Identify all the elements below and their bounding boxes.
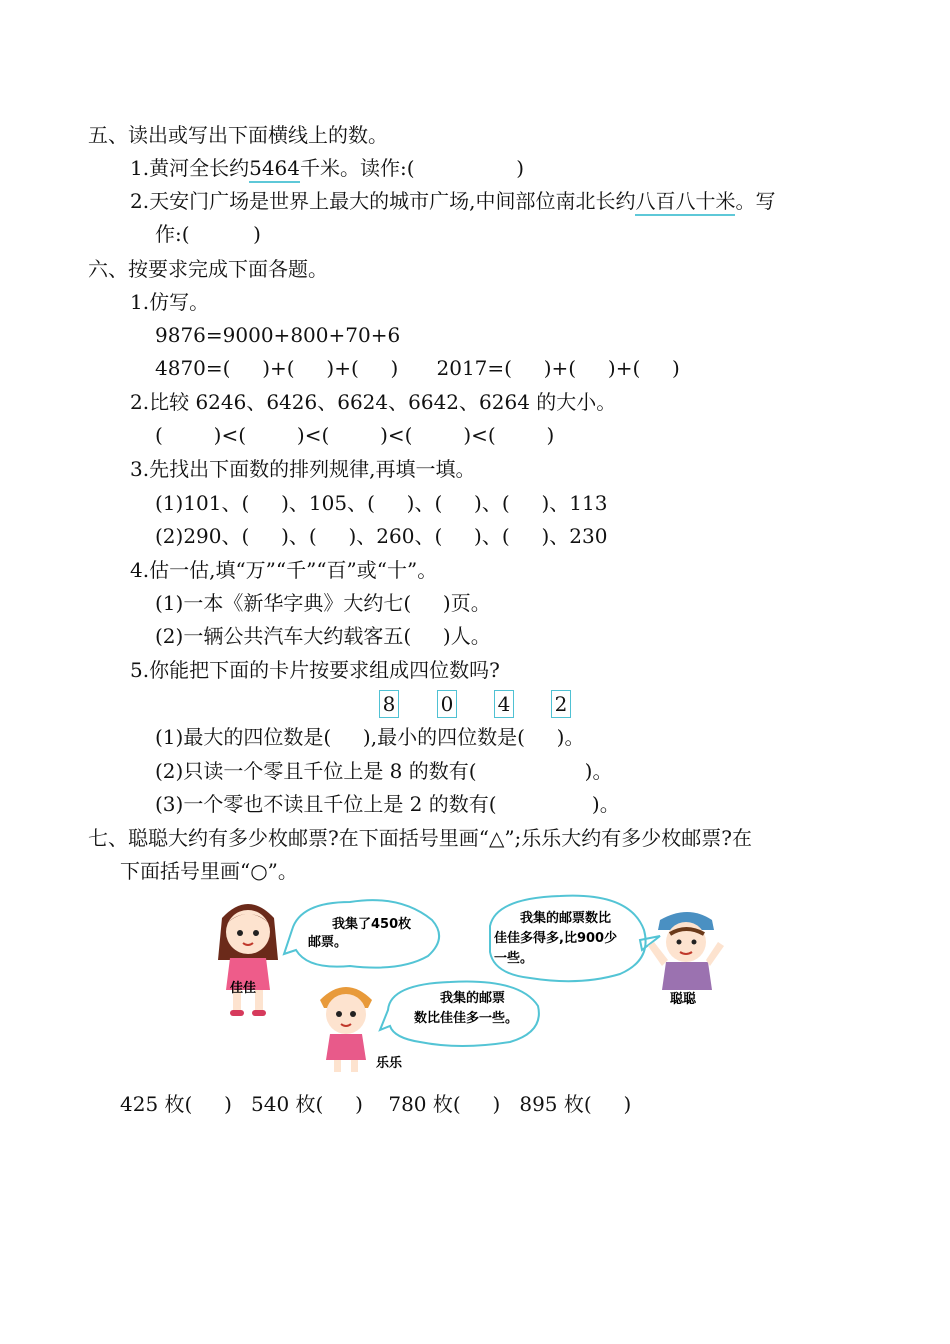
- q1-underlined-number: 5464: [249, 156, 300, 183]
- s6-q5-title: 5.你能把下面的卡片按要求组成四位数吗?: [130, 658, 500, 682]
- s6-q5-row1[interactable]: (1)最大的四位数是( ),最小的四位数是( )。: [155, 725, 585, 749]
- number-card-2: 0: [437, 690, 457, 718]
- section5-heading: 五、读出或写出下面横线上的数。: [88, 123, 388, 147]
- number-card-1: 8: [379, 690, 399, 718]
- s6-q3-row2[interactable]: (2)290、( )、( )、260、( )、( )、230: [155, 524, 608, 548]
- section5-q1: [130, 155, 524, 181]
- s6-q5-row3[interactable]: (3)一个零也不读且千位上是 2 的数有( )。: [155, 792, 620, 816]
- lele-bubble-line1: 我集的邮票: [440, 991, 506, 1006]
- s6-q4-title: 4.估一估,填“万”“千”“百”或“十”。: [130, 558, 438, 582]
- q2-answer-blank[interactable]: 作:( ): [155, 222, 261, 246]
- q2-suffix: 。写: [735, 189, 776, 213]
- congcong-bubble-line1: 我集的邮票数比: [520, 911, 612, 926]
- lele-figure: [320, 987, 372, 1072]
- congcong-figure: [648, 912, 724, 990]
- number-card-3: 4: [494, 690, 514, 718]
- s6-q5-row2[interactable]: (2)只读一个零且千位上是 8 的数有( )。: [155, 759, 613, 783]
- number-card-4: 2: [551, 690, 571, 718]
- q1-answer-blank[interactable]: 千米。读作:( ): [300, 156, 525, 180]
- s6-q4-row1[interactable]: (1)一本《新华字典》大约七( )页。: [155, 591, 491, 615]
- congcong-bubble-line2: 佳佳多得多,比900少: [494, 931, 618, 946]
- lele-bubble-line2: 数比佳佳多一些。: [414, 1011, 519, 1026]
- congcong-bubble-line3: 一些。: [494, 951, 534, 966]
- section5-q2: [130, 188, 775, 214]
- q1-prefix: 1.黄河全长约: [130, 156, 250, 180]
- s6-q1-example: 9876=9000+800+70+6: [155, 323, 401, 347]
- s6-q4-row2[interactable]: (2)一辆公共汽车大约载客五( )人。: [155, 624, 491, 648]
- lele-name: 乐乐: [376, 1056, 403, 1071]
- s6-q1-title: 1.仿写。: [130, 290, 210, 314]
- section7-heading: 七、聪聪大约有多少枚邮票?在下面括号里画“△”;乐乐大约有多少枚邮票?在: [88, 826, 753, 850]
- q2-prefix: 2.天安门广场是世界上最大的城市广场,中间部位南北长约: [130, 189, 636, 213]
- jiajia-name: 佳佳: [230, 981, 257, 996]
- s6-q1-blanks[interactable]: 4870=( )+( )+( ) 2017=( )+( )+( ): [155, 356, 680, 380]
- section7-heading-cont: 下面括号里画“○”。: [120, 859, 298, 883]
- s6-q2-blanks[interactable]: ( )<( )<( )<( )<( ): [155, 423, 555, 447]
- section6-heading: 六、按要求完成下面各题。: [88, 257, 328, 281]
- s6-q3-title: 3.先找出下面数的排列规律,再填一填。: [130, 457, 476, 481]
- jiajia-bubble-line2: 邮票。: [308, 935, 348, 950]
- q2-underlined-number: 八百八十米: [635, 189, 735, 216]
- jiajia-figure: [218, 904, 278, 1016]
- jiajia-speech-bubble: [284, 900, 439, 968]
- s6-q2-title: 2.比较 6246、6426、6624、6642、6264 的大小。: [130, 390, 617, 414]
- stamp-options-row[interactable]: 425 枚( ) 540 枚( ) 780 枚( ) 895 枚( ): [120, 1092, 632, 1116]
- congcong-name: 聪聪: [670, 992, 697, 1007]
- jiajia-bubble-line1: 我集了450枚: [332, 917, 412, 932]
- s6-q3-row1[interactable]: (1)101、( )、105、( )、( )、( )、113: [155, 491, 608, 515]
- stamp-illustration: [200, 890, 760, 1075]
